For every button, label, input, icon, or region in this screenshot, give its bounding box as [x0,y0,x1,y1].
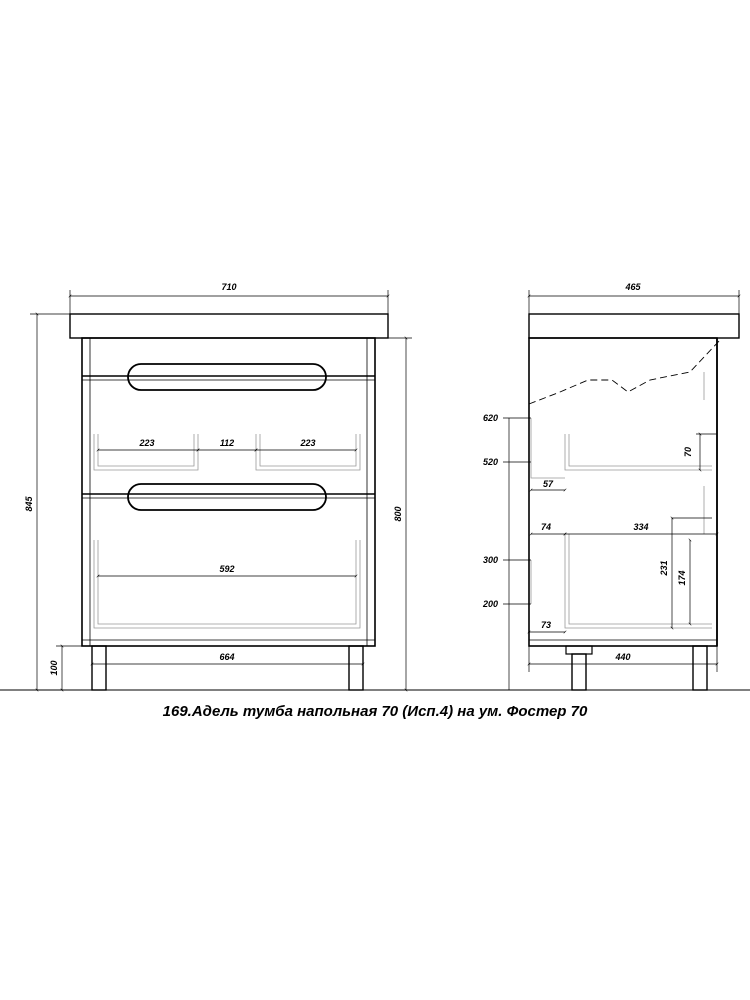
front-leg-right [349,646,363,690]
dim-front-845: 845 [24,496,34,512]
lower-handle [128,484,326,510]
dim-side-620: 620 [482,413,498,423]
side-cabinet-body [529,338,717,646]
dim-side-334: 334 [633,522,649,532]
dim-side-440: 440 [615,652,631,662]
front-countertop [70,314,388,338]
side-siphon-pipe [572,654,586,690]
dim-front-710: 710 [221,282,237,292]
front-view [70,314,388,690]
dim-side-57: 57 [542,479,554,489]
dim-side-73: 73 [540,620,552,630]
dim-front-592: 592 [219,564,235,574]
front-leg-left [92,646,106,690]
dim-front-112: 112 [219,438,235,448]
upper-handle [128,364,326,390]
dim-side-465: 465 [625,282,641,292]
drawing-caption: 169.Адель тумба напольная 70 (Исп.4) на ум. Фостер 70 [162,703,588,720]
dim-side-74: 74 [540,522,552,532]
dim-front-664: 664 [219,652,235,662]
dim-side-174: 174 [677,570,687,586]
dim-side-300: 300 [482,555,498,565]
dim-side-200: 200 [482,599,498,609]
front-dimensions [30,290,412,690]
side-view [529,314,739,690]
dim-front-223-right: 223 [300,438,316,448]
dim-front-100: 100 [49,660,59,676]
dim-side-231: 231 [659,560,669,576]
dim-front-223-left: 223 [139,438,155,448]
dim-side-520: 520 [482,457,498,467]
dim-front-800: 800 [393,506,403,522]
front-cabinet-body [82,338,375,646]
side-leg-right [693,646,707,690]
dim-side-70: 70 [683,446,693,458]
side-countertop [529,314,739,338]
side-siphon-left [566,646,592,654]
